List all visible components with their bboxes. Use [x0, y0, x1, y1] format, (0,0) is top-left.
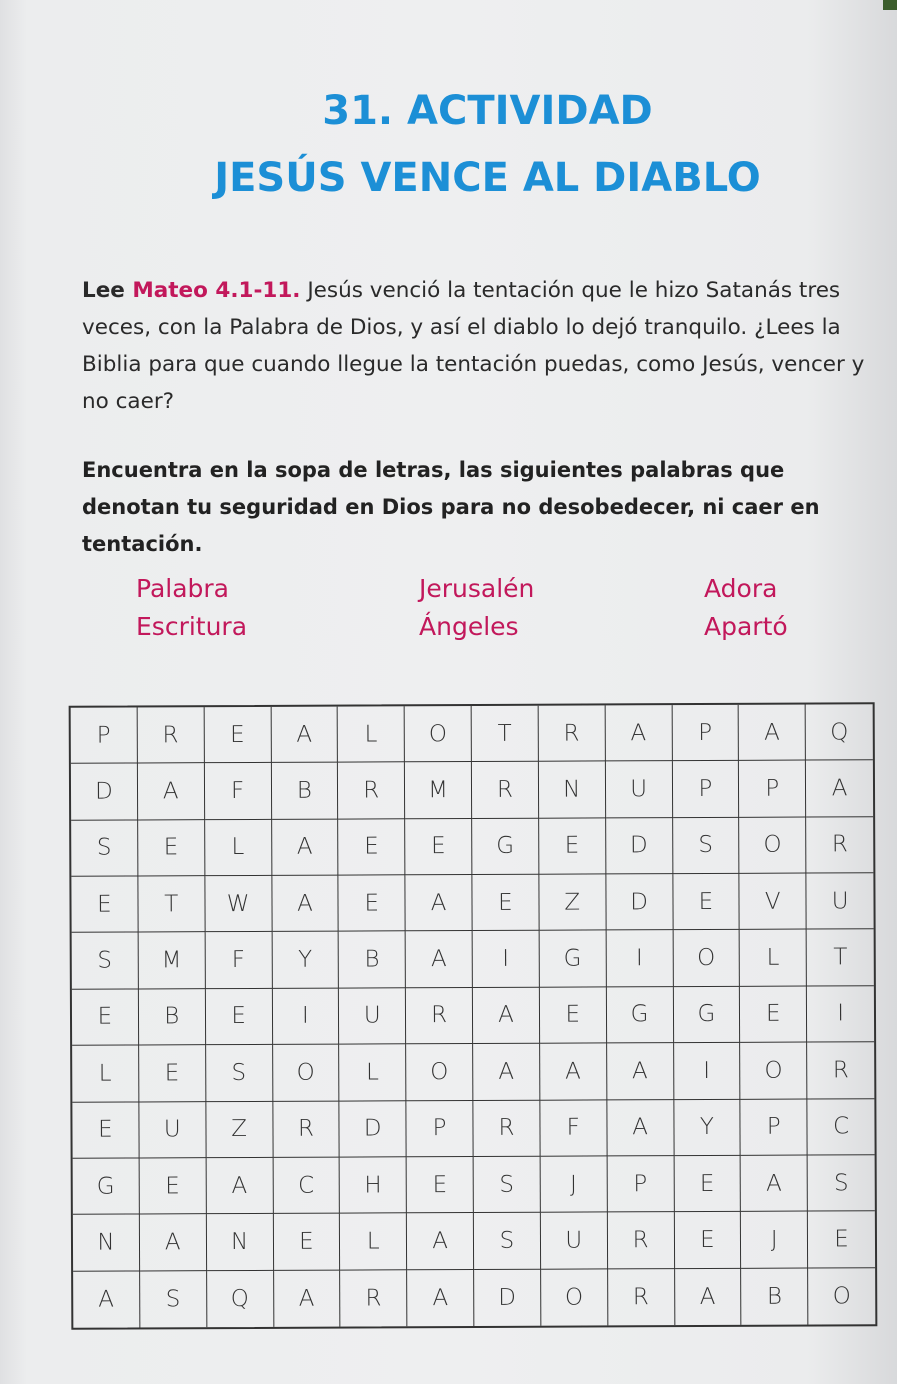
- grid-cell[interactable]: U: [541, 1213, 608, 1270]
- grid-cell[interactable]: J: [741, 1212, 808, 1269]
- grid-cell[interactable]: A: [271, 707, 338, 764]
- grid-cell[interactable]: T: [138, 876, 205, 933]
- grid-cell[interactable]: A: [806, 761, 873, 818]
- grid-cell[interactable]: G: [673, 987, 740, 1044]
- grid-cell[interactable]: J: [540, 1156, 607, 1213]
- grid-cell[interactable]: E: [139, 1045, 206, 1102]
- grid-cell[interactable]: A: [272, 876, 339, 933]
- grid-cell[interactable]: U: [139, 1102, 206, 1159]
- grid-cell[interactable]: E: [339, 875, 406, 932]
- grid-cell[interactable]: A: [675, 1268, 742, 1325]
- grid-cell[interactable]: E: [71, 877, 138, 934]
- grid-cell[interactable]: E: [740, 986, 807, 1043]
- activity-title: JESÚS VENCE AL DIABLO: [214, 155, 761, 201]
- grid-cell[interactable]: D: [606, 818, 673, 875]
- grid-cell[interactable]: A: [607, 1100, 674, 1157]
- grid-cell[interactable]: T: [472, 706, 539, 763]
- word-search-grid[interactable]: [69, 702, 878, 1330]
- grid-cell[interactable]: S: [72, 933, 139, 990]
- grid-cell[interactable]: E: [138, 820, 205, 877]
- grid-cell[interactable]: B: [139, 989, 206, 1046]
- grid-cell[interactable]: A: [473, 1044, 540, 1101]
- grid-cell[interactable]: G: [73, 1158, 140, 1215]
- grid-cell[interactable]: D: [71, 764, 138, 821]
- grid-cell[interactable]: F: [205, 932, 272, 989]
- activity-number-title: 31. ACTIVIDAD: [322, 88, 653, 134]
- grid-cell[interactable]: G: [607, 987, 674, 1044]
- grid-cell[interactable]: F: [205, 763, 272, 820]
- grid-cell[interactable]: R: [137, 707, 204, 764]
- grid-cell[interactable]: E: [472, 875, 539, 932]
- grid-cell[interactable]: E: [673, 874, 740, 931]
- grid-cell[interactable]: O: [541, 1269, 608, 1326]
- grid-cell[interactable]: N: [207, 1214, 274, 1271]
- bible-reference: Mateo 4.1-11.: [132, 278, 301, 303]
- intro-lead: Lee: [82, 278, 133, 303]
- grid-cell[interactable]: D: [340, 1101, 407, 1158]
- grid-cell[interactable]: E: [139, 1158, 206, 1215]
- word-item: Ángeles: [419, 612, 519, 641]
- grid-cell[interactable]: S: [71, 820, 138, 877]
- grid-cell[interactable]: P: [71, 707, 138, 764]
- grid-cell[interactable]: R: [807, 1042, 874, 1099]
- word-item: Adora: [704, 574, 778, 603]
- grid-cell[interactable]: C: [273, 1157, 340, 1214]
- grid-cell[interactable]: Z: [206, 1101, 273, 1158]
- grid-cell[interactable]: T: [807, 930, 874, 987]
- grid-cell[interactable]: W: [205, 876, 272, 933]
- grid-cell[interactable]: E: [206, 989, 273, 1046]
- grid-cell[interactable]: A: [540, 1044, 607, 1101]
- grid-cell[interactable]: B: [339, 932, 406, 989]
- grid-cell[interactable]: R: [608, 1269, 675, 1326]
- grid-cell[interactable]: E: [539, 818, 606, 875]
- grid-cell[interactable]: Y: [272, 932, 339, 989]
- grid-cell[interactable]: A: [138, 764, 205, 821]
- grid-cell[interactable]: V: [740, 874, 807, 931]
- grid-cell[interactable]: S: [673, 818, 740, 875]
- grid-cell[interactable]: A: [406, 875, 473, 932]
- grid-cell[interactable]: I: [674, 1043, 741, 1100]
- grid-cell[interactable]: O: [832, 1283, 851, 1310]
- grid-cell[interactable]: S: [474, 1213, 541, 1270]
- grid-cell[interactable]: M: [138, 933, 205, 990]
- grid-cell[interactable]: C: [808, 1099, 875, 1156]
- grid-cell[interactable]: U: [807, 873, 874, 930]
- grid-cell[interactable]: P: [739, 761, 806, 818]
- grid-cell[interactable]: Q: [207, 1270, 274, 1327]
- grid-cell[interactable]: R: [273, 1101, 340, 1158]
- grid-cell[interactable]: E: [338, 819, 405, 876]
- grid-cell[interactable]: L: [72, 1046, 139, 1103]
- grid-cell[interactable]: I: [807, 986, 874, 1043]
- grid-cell[interactable]: L: [339, 1044, 406, 1101]
- grid-cell[interactable]: R: [608, 1212, 675, 1269]
- intro-paragraph: [82, 272, 887, 420]
- grid-cell[interactable]: O: [739, 817, 806, 874]
- grid-cell[interactable]: A: [406, 931, 473, 988]
- grid-cell[interactable]: S: [140, 1271, 207, 1328]
- grid-cell[interactable]: O: [406, 1044, 473, 1101]
- grid-cell[interactable]: R: [340, 1270, 407, 1327]
- grid-cell[interactable]: R: [338, 763, 405, 820]
- grid-cell[interactable]: A: [206, 1158, 273, 1215]
- grid-cell[interactable]: A: [274, 1270, 341, 1327]
- grid-cell[interactable]: R: [806, 817, 873, 874]
- grid-cell[interactable]: L: [205, 820, 272, 877]
- grid-cell[interactable]: Y: [674, 1099, 741, 1156]
- grid-cell[interactable]: U: [339, 988, 406, 1045]
- grid-cell[interactable]: M: [405, 762, 472, 819]
- grid-cell[interactable]: P: [607, 1156, 674, 1213]
- grid-cell[interactable]: P: [741, 1099, 808, 1156]
- grid-cell[interactable]: P: [407, 1101, 474, 1158]
- grid-cell[interactable]: A: [607, 1043, 674, 1100]
- grid-cell[interactable]: A: [140, 1214, 207, 1271]
- grid-cell[interactable]: F: [540, 1100, 607, 1157]
- grid-cell[interactable]: O: [405, 706, 472, 763]
- grid-cell[interactable]: I: [606, 931, 673, 988]
- grid-cell[interactable]: I: [473, 931, 540, 988]
- grid-cell[interactable]: G: [472, 818, 539, 875]
- grid-cell[interactable]: R: [538, 705, 605, 762]
- grid-cell[interactable]: A: [407, 1270, 474, 1327]
- grid-cell[interactable]: E: [674, 1212, 741, 1269]
- grid-cell[interactable]: D: [474, 1269, 541, 1326]
- grid-cell[interactable]: A: [605, 705, 672, 762]
- grid-cell[interactable]: B: [271, 763, 338, 820]
- grid-cell[interactable]: E: [674, 1156, 741, 1213]
- grid-cell[interactable]: E: [72, 1102, 139, 1159]
- grid-cell[interactable]: L: [740, 930, 807, 987]
- grid-cell[interactable]: L: [340, 1214, 407, 1271]
- grid-cell[interactable]: O: [673, 930, 740, 987]
- grid-cell[interactable]: Z: [539, 874, 606, 931]
- grid-cell[interactable]: R: [472, 762, 539, 819]
- page-corner-decoration: [883, 0, 897, 10]
- grid-cell[interactable]: O: [740, 1043, 807, 1100]
- grid-cell[interactable]: E: [808, 1212, 875, 1269]
- grid-cell[interactable]: B: [741, 1268, 808, 1325]
- grid-cell[interactable]: R: [473, 1100, 540, 1157]
- grid-cell[interactable]: Q: [806, 704, 873, 761]
- grid-cell[interactable]: L: [338, 706, 405, 763]
- grid-cell[interactable]: A: [741, 1155, 808, 1212]
- grid-cell[interactable]: P: [672, 761, 739, 818]
- grid-cell[interactable]: A: [272, 819, 339, 876]
- grid-cell[interactable]: S: [206, 1045, 273, 1102]
- grid-cell[interactable]: H: [340, 1157, 407, 1214]
- instruction-paragraph: Encuentra en la sopa de letras, las siguientes palabras que denotan tu seguridad en Dios para no desobedecer, ni caer en tentación.: [82, 458, 820, 556]
- grid-cell[interactable]: O: [273, 1045, 340, 1102]
- grid-cell[interactable]: G: [539, 931, 606, 988]
- grid-cell[interactable]: N: [539, 762, 606, 819]
- grid-cell[interactable]: S: [474, 1157, 541, 1214]
- word-item: Palabra: [136, 574, 230, 603]
- grid-cell[interactable]: P: [672, 705, 739, 762]
- grid-cell[interactable]: N: [73, 1215, 140, 1272]
- grid-cell[interactable]: A: [407, 1213, 474, 1270]
- grid-cell[interactable]: I: [272, 988, 339, 1045]
- grid-cell[interactable]: S: [808, 1155, 875, 1212]
- word-item: Apartó: [704, 612, 788, 641]
- intro-text: Jesús venció la tentación que le hizo Satanás tres veces, con la Palabra de Dios, y así el diablo lo dejó tranquilo. ¿Lees la Biblia para que cuando llegue la tentación puedas, como Jesús, vencer y no caer?: [82, 278, 865, 414]
- grid-cell[interactable]: E: [540, 987, 607, 1044]
- grid-cell[interactable]: U: [606, 761, 673, 818]
- grid-cell[interactable]: E: [273, 1214, 340, 1271]
- grid-cell[interactable]: D: [606, 874, 673, 931]
- grid-cell[interactable]: A: [739, 705, 806, 762]
- grid-cell[interactable]: R: [406, 988, 473, 1045]
- grid-cell[interactable]: A: [473, 988, 540, 1045]
- word-item: Jerusalén: [419, 574, 535, 603]
- grid-cell[interactable]: E: [405, 819, 472, 876]
- grid-cell[interactable]: E: [204, 707, 271, 764]
- grid-cell[interactable]: E: [72, 989, 139, 1046]
- word-item: Escritura: [136, 612, 248, 641]
- grid-cell[interactable]: E: [407, 1157, 474, 1214]
- grid-cell[interactable]: A: [73, 1271, 140, 1328]
